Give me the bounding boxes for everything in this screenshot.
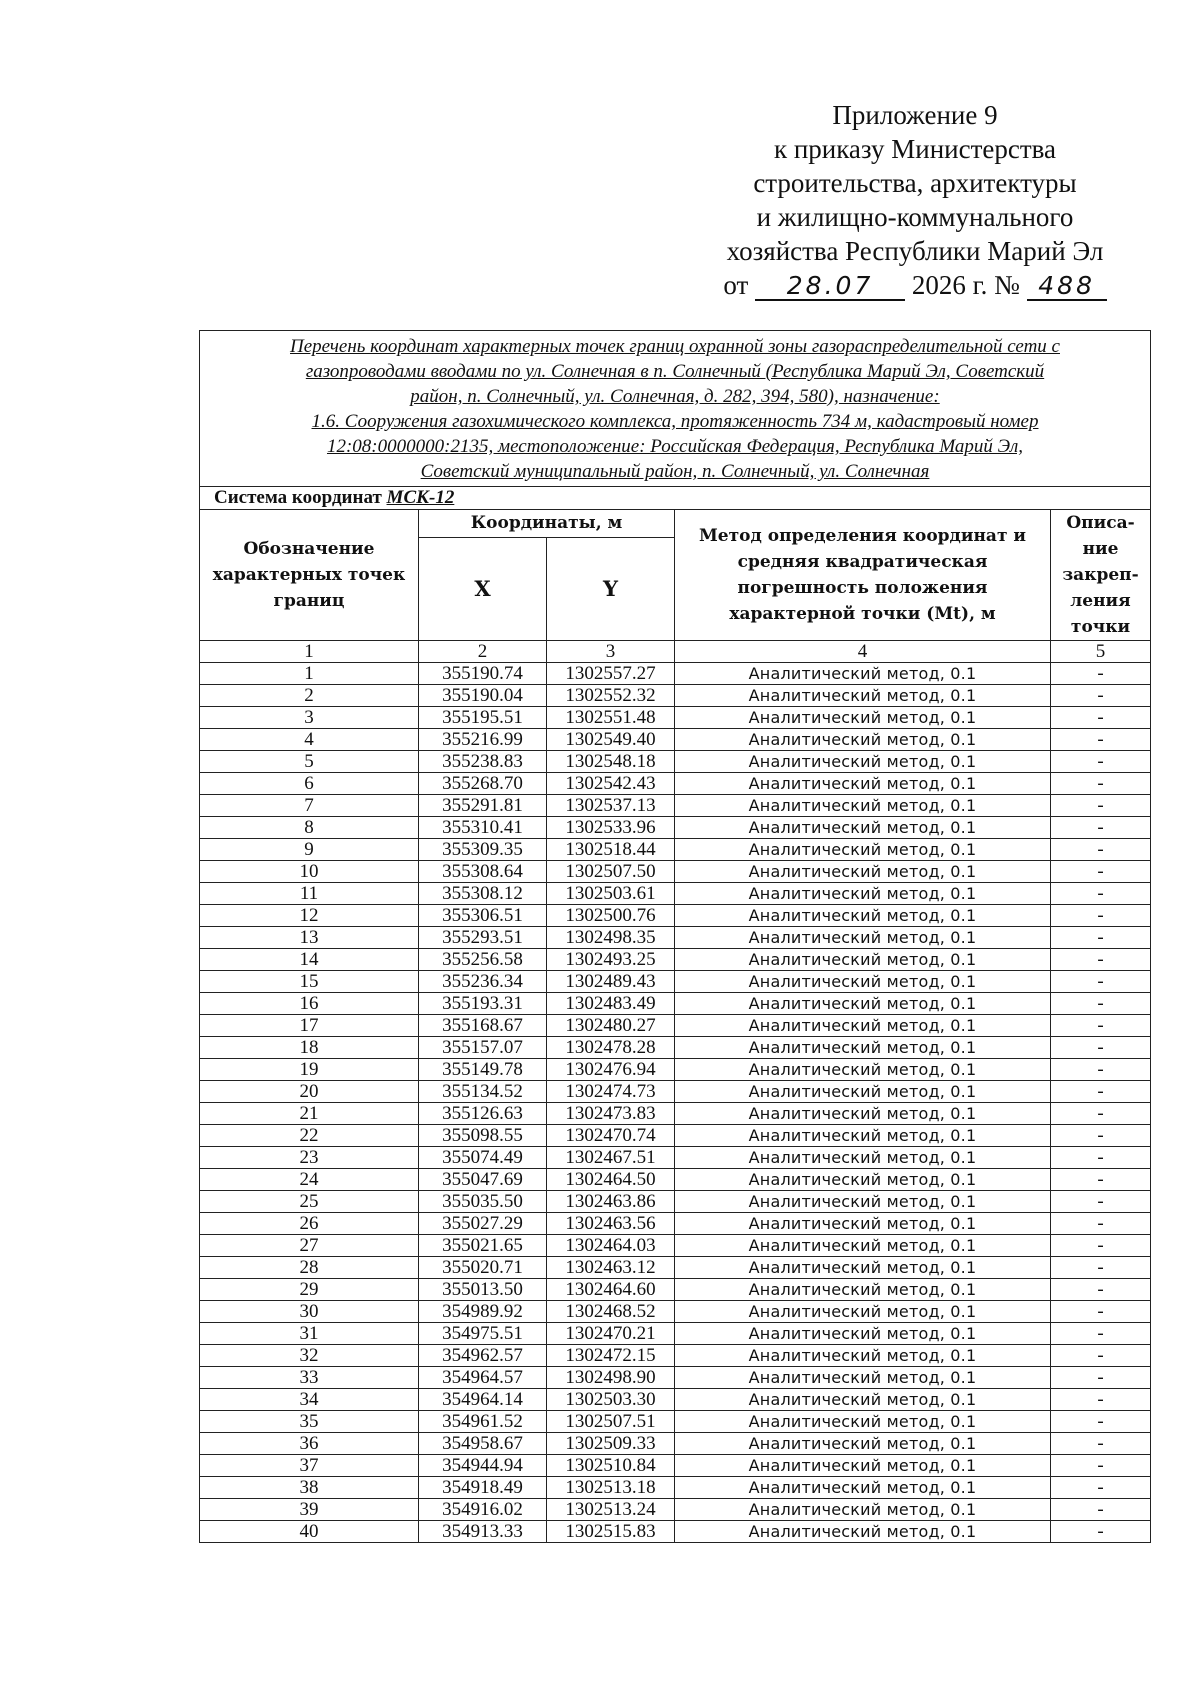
point-id-cell: 9 (200, 839, 419, 861)
description-cell: - (1051, 795, 1151, 817)
table-row (200, 751, 1151, 773)
y-coordinate-cell: 1302515.83 (547, 1521, 675, 1543)
y-coordinate-cell: 1302463.86 (547, 1191, 675, 1213)
y-coordinate-cell: 1302483.49 (547, 993, 675, 1015)
header-row-top (200, 510, 1151, 538)
description-cell: - (1051, 1081, 1151, 1103)
description-cell: - (1051, 1345, 1151, 1367)
x-coordinate-cell: 355238.83 (419, 751, 547, 773)
y-coordinate-cell: 1302537.13 (547, 795, 675, 817)
method-cell: Аналитический метод, 0.1 (675, 1389, 1051, 1411)
method-cell: Аналитический метод, 0.1 (675, 949, 1051, 971)
table-row (200, 1081, 1151, 1103)
y-coordinate-cell: 1302464.50 (547, 1169, 675, 1191)
header-point: Обозначение характерных точек границ (200, 510, 419, 641)
table-row (200, 1301, 1151, 1323)
description-cell: - (1051, 817, 1151, 839)
x-coordinate-cell: 355236.34 (419, 971, 547, 993)
table-row (200, 1323, 1151, 1345)
table-title-line: район, п. Солнечный, ул. Солнечная, д. 282, 394, 580), назначение: (410, 386, 940, 407)
method-cell: Аналитический метод, 0.1 (675, 1059, 1051, 1081)
description-cell: - (1051, 971, 1151, 993)
y-coordinate-cell: 1302474.73 (547, 1081, 675, 1103)
x-coordinate-cell: 355268.70 (419, 773, 547, 795)
y-coordinate-cell: 1302493.25 (547, 949, 675, 971)
point-id-cell: 24 (200, 1169, 419, 1191)
y-coordinate-cell: 1302470.74 (547, 1125, 675, 1147)
description-cell: - (1051, 1367, 1151, 1389)
description-cell: - (1051, 1389, 1151, 1411)
y-coordinate-cell: 1302478.28 (547, 1037, 675, 1059)
point-id-cell: 6 (200, 773, 419, 795)
description-cell: - (1051, 1213, 1151, 1235)
y-coordinate-cell: 1302476.94 (547, 1059, 675, 1081)
description-cell: - (1051, 729, 1151, 751)
method-cell: Аналитический метод, 0.1 (675, 883, 1051, 905)
x-coordinate-cell: 355157.07 (419, 1037, 547, 1059)
appendix-title: Приложение 9 (832, 100, 998, 130)
method-cell: Аналитический метод, 0.1 (675, 839, 1051, 861)
table-row (200, 905, 1151, 927)
y-coordinate-cell: 1302464.03 (547, 1235, 675, 1257)
x-coordinate-cell: 355256.58 (419, 949, 547, 971)
description-cell: - (1051, 1059, 1151, 1081)
method-cell: Аналитический метод, 0.1 (675, 1279, 1051, 1301)
point-id-cell: 38 (200, 1477, 419, 1499)
x-coordinate-cell: 355193.31 (419, 993, 547, 1015)
y-coordinate-cell: 1302472.15 (547, 1345, 675, 1367)
description-cell: - (1051, 1257, 1151, 1279)
y-coordinate-cell: 1302510.84 (547, 1455, 675, 1477)
x-coordinate-cell: 355168.67 (419, 1015, 547, 1037)
point-id-cell: 21 (200, 1103, 419, 1125)
x-coordinate-cell: 354961.52 (419, 1411, 547, 1433)
header-coordinates: Координаты, м (419, 510, 675, 538)
table-row (200, 1235, 1151, 1257)
method-cell: Аналитический метод, 0.1 (675, 1367, 1051, 1389)
coordinate-system-value: МСК-12 (386, 487, 455, 508)
table-row (200, 993, 1151, 1015)
table-title-line: газопроводами вводами по ул. Солнечная в п. Солнечный (Республика Марий Эл, Советский (305, 361, 1045, 382)
method-cell: Аналитический метод, 0.1 (675, 1213, 1051, 1235)
coordinate-system-row (200, 487, 1151, 510)
point-id-cell: 23 (200, 1147, 419, 1169)
method-cell: Аналитический метод, 0.1 (675, 1477, 1051, 1499)
description-cell: - (1051, 927, 1151, 949)
appendix-line-5: хозяйства Республики Марий Эл (726, 236, 1104, 266)
method-cell: Аналитический метод, 0.1 (675, 1147, 1051, 1169)
y-coordinate-cell: 1302498.35 (547, 927, 675, 949)
x-coordinate-cell: 355190.74 (419, 663, 547, 685)
table-row (200, 729, 1151, 751)
table-row (200, 773, 1151, 795)
description-cell: - (1051, 1103, 1151, 1125)
x-coordinate-cell: 355306.51 (419, 905, 547, 927)
y-coordinate-cell: 1302489.43 (547, 971, 675, 993)
table-row (200, 1037, 1151, 1059)
method-cell: Аналитический метод, 0.1 (675, 971, 1051, 993)
x-coordinate-cell: 355310.41 (419, 817, 547, 839)
point-id-cell: 30 (200, 1301, 419, 1323)
y-coordinate-cell: 1302507.51 (547, 1411, 675, 1433)
x-coordinate-cell: 354975.51 (419, 1323, 547, 1345)
table-row (200, 663, 1151, 685)
description-cell: - (1051, 949, 1151, 971)
method-cell: Аналитический метод, 0.1 (675, 1257, 1051, 1279)
table-row (200, 883, 1151, 905)
description-cell: - (1051, 1499, 1151, 1521)
y-coordinate-cell: 1302463.12 (547, 1257, 675, 1279)
table-title-line: Перечень координат характерных точек границ охранной зоны газораспределительной сети с (290, 336, 1060, 357)
table-row (200, 861, 1151, 883)
table-row (200, 685, 1151, 707)
x-coordinate-cell: 355027.29 (419, 1213, 547, 1235)
y-coordinate-cell: 1302518.44 (547, 839, 675, 861)
point-id-cell: 33 (200, 1367, 419, 1389)
x-coordinate-cell: 355020.71 (419, 1257, 547, 1279)
coordinates-table-body (200, 331, 1151, 1543)
y-coordinate-cell: 1302473.83 (547, 1103, 675, 1125)
point-id-cell: 18 (200, 1037, 419, 1059)
x-coordinate-cell: 355013.50 (419, 1279, 547, 1301)
description-cell: - (1051, 993, 1151, 1015)
method-cell: Аналитический метод, 0.1 (675, 1169, 1051, 1191)
point-id-cell: 16 (200, 993, 419, 1015)
point-id-cell: 25 (200, 1191, 419, 1213)
point-id-cell: 11 (200, 883, 419, 905)
method-cell: Аналитический метод, 0.1 (675, 751, 1051, 773)
column-number: 2 (419, 641, 547, 663)
table-row (200, 1257, 1151, 1279)
order-from-label: от (723, 270, 749, 300)
method-cell: Аналитический метод, 0.1 (675, 663, 1051, 685)
point-id-cell: 29 (200, 1279, 419, 1301)
y-coordinate-cell: 1302551.48 (547, 707, 675, 729)
table-row (200, 1499, 1151, 1521)
table-row (200, 1389, 1151, 1411)
x-coordinate-cell: 355126.63 (419, 1103, 547, 1125)
table-row (200, 1433, 1151, 1455)
table-row (200, 927, 1151, 949)
description-cell: - (1051, 707, 1151, 729)
method-cell: Аналитический метод, 0.1 (675, 707, 1051, 729)
point-id-cell: 17 (200, 1015, 419, 1037)
x-coordinate-cell: 354964.57 (419, 1367, 547, 1389)
point-id-cell: 7 (200, 795, 419, 817)
point-id-cell: 13 (200, 927, 419, 949)
y-coordinate-cell: 1302533.96 (547, 817, 675, 839)
description-cell: - (1051, 685, 1151, 707)
y-coordinate-cell: 1302513.24 (547, 1499, 675, 1521)
x-coordinate-cell: 355309.35 (419, 839, 547, 861)
description-cell: - (1051, 1191, 1151, 1213)
x-coordinate-cell: 354958.67 (419, 1433, 547, 1455)
point-id-cell: 15 (200, 971, 419, 993)
table-row (200, 1411, 1151, 1433)
method-cell: Аналитический метод, 0.1 (675, 1301, 1051, 1323)
y-coordinate-cell: 1302507.50 (547, 861, 675, 883)
point-id-cell: 26 (200, 1213, 419, 1235)
table-row (200, 1279, 1151, 1301)
y-coordinate-cell: 1302463.56 (547, 1213, 675, 1235)
y-coordinate-cell: 1302548.18 (547, 751, 675, 773)
x-coordinate-cell: 355308.64 (419, 861, 547, 883)
point-id-cell: 8 (200, 817, 419, 839)
column-number: 5 (1051, 641, 1151, 663)
description-cell: - (1051, 839, 1151, 861)
y-coordinate-cell: 1302470.21 (547, 1323, 675, 1345)
table-title-row (200, 331, 1151, 487)
x-coordinate-cell: 355216.99 (419, 729, 547, 751)
point-id-cell: 1 (200, 663, 419, 685)
order-year-label: 2026 г. № (911, 270, 1020, 300)
method-cell: Аналитический метод, 0.1 (675, 927, 1051, 949)
y-coordinate-cell: 1302542.43 (547, 773, 675, 795)
y-coordinate-cell: 1302480.27 (547, 1015, 675, 1037)
table-row (200, 971, 1151, 993)
y-coordinate-cell: 1302503.61 (547, 883, 675, 905)
x-coordinate-cell: 355047.69 (419, 1169, 547, 1191)
point-id-cell: 35 (200, 1411, 419, 1433)
description-cell: - (1051, 1235, 1151, 1257)
description-cell: - (1051, 883, 1151, 905)
description-cell: - (1051, 1015, 1151, 1037)
y-coordinate-cell: 1302509.33 (547, 1433, 675, 1455)
x-coordinate-cell: 355074.49 (419, 1147, 547, 1169)
table-row (200, 1147, 1151, 1169)
method-cell: Аналитический метод, 0.1 (675, 773, 1051, 795)
x-coordinate-cell: 354944.94 (419, 1455, 547, 1477)
description-cell: - (1051, 861, 1151, 883)
table-title-line: Советский муниципальный район, п. Солнечный, ул. Солнечная (420, 461, 930, 482)
point-id-cell: 3 (200, 707, 419, 729)
table-row (200, 839, 1151, 861)
table-row (200, 1521, 1151, 1543)
table-row (200, 1477, 1151, 1499)
x-coordinate-cell: 354918.49 (419, 1477, 547, 1499)
handwritten-order-number: 488 (1027, 273, 1107, 301)
y-coordinate-cell: 1302468.52 (547, 1301, 675, 1323)
point-id-cell: 20 (200, 1081, 419, 1103)
point-id-cell: 2 (200, 685, 419, 707)
table-row (200, 1455, 1151, 1477)
method-cell: Аналитический метод, 0.1 (675, 817, 1051, 839)
table-row (200, 795, 1151, 817)
order-date-line (680, 268, 1150, 302)
method-cell: Аналитический метод, 0.1 (675, 1125, 1051, 1147)
table-title-line: 12:08:0000000:2135, местоположение: Российская Федерация, Республика Марий Эл, (326, 436, 1024, 457)
x-coordinate-cell: 354989.92 (419, 1301, 547, 1323)
point-id-cell: 36 (200, 1433, 419, 1455)
table-row (200, 1169, 1151, 1191)
table-row (200, 949, 1151, 971)
point-id-cell: 22 (200, 1125, 419, 1147)
y-coordinate-cell: 1302503.30 (547, 1389, 675, 1411)
x-coordinate-cell: 355190.04 (419, 685, 547, 707)
method-cell: Аналитический метод, 0.1 (675, 905, 1051, 927)
y-coordinate-cell: 1302498.90 (547, 1367, 675, 1389)
x-coordinate-cell: 355291.81 (419, 795, 547, 817)
header-method: Метод определения координат и средняя квадратическая погрешность положения характерной точки (Mt), м (675, 510, 1051, 641)
method-cell: Аналитический метод, 0.1 (675, 1521, 1051, 1543)
description-cell: - (1051, 663, 1151, 685)
table-title (200, 331, 1151, 487)
description-cell: - (1051, 1147, 1151, 1169)
x-coordinate-cell: 354916.02 (419, 1499, 547, 1521)
method-cell: Аналитический метод, 0.1 (675, 795, 1051, 817)
point-id-cell: 12 (200, 905, 419, 927)
method-cell: Аналитический метод, 0.1 (675, 1455, 1051, 1477)
handwritten-date: 28.07 (755, 273, 905, 301)
point-id-cell: 4 (200, 729, 419, 751)
appendix-line-2: к приказу Министерства (773, 134, 1057, 164)
y-coordinate-cell: 1302500.76 (547, 905, 675, 927)
point-id-cell: 31 (200, 1323, 419, 1345)
column-number: 1 (200, 641, 419, 663)
x-coordinate-cell: 355308.12 (419, 883, 547, 905)
table-row (200, 1367, 1151, 1389)
description-cell: - (1051, 1125, 1151, 1147)
method-cell: Аналитический метод, 0.1 (675, 993, 1051, 1015)
coordinate-system-label: Система координат (214, 487, 382, 508)
table-row (200, 1213, 1151, 1235)
description-cell: - (1051, 773, 1151, 795)
method-cell: Аналитический метод, 0.1 (675, 1103, 1051, 1125)
point-id-cell: 34 (200, 1389, 419, 1411)
table-row (200, 707, 1151, 729)
description-cell: - (1051, 1037, 1151, 1059)
point-id-cell: 19 (200, 1059, 419, 1081)
method-cell: Аналитический метод, 0.1 (675, 1191, 1051, 1213)
method-cell: Аналитический метод, 0.1 (675, 729, 1051, 751)
x-coordinate-cell: 354913.33 (419, 1521, 547, 1543)
method-cell: Аналитический метод, 0.1 (675, 1433, 1051, 1455)
table-row (200, 1191, 1151, 1213)
method-cell: Аналитический метод, 0.1 (675, 861, 1051, 883)
header-x: X (419, 537, 547, 640)
x-coordinate-cell: 355195.51 (419, 707, 547, 729)
x-coordinate-cell: 355134.52 (419, 1081, 547, 1103)
table-row (200, 1059, 1151, 1081)
x-coordinate-cell: 355149.78 (419, 1059, 547, 1081)
table-row (200, 1125, 1151, 1147)
point-id-cell: 37 (200, 1455, 419, 1477)
x-coordinate-cell: 354964.14 (419, 1389, 547, 1411)
description-cell: - (1051, 1521, 1151, 1543)
method-cell: Аналитический метод, 0.1 (675, 685, 1051, 707)
description-cell: - (1051, 1411, 1151, 1433)
description-cell: - (1051, 1477, 1151, 1499)
header-y: Y (547, 537, 675, 640)
table-row (200, 817, 1151, 839)
method-cell: Аналитический метод, 0.1 (675, 1323, 1051, 1345)
column-numbers-row (200, 641, 1151, 663)
y-coordinate-cell: 1302464.60 (547, 1279, 675, 1301)
point-id-cell: 40 (200, 1521, 419, 1543)
column-number: 4 (675, 641, 1051, 663)
point-id-cell: 14 (200, 949, 419, 971)
description-cell: - (1051, 1279, 1151, 1301)
x-coordinate-cell: 355293.51 (419, 927, 547, 949)
y-coordinate-cell: 1302557.27 (547, 663, 675, 685)
point-id-cell: 28 (200, 1257, 419, 1279)
header-description: Описа-ние закреп-ления точки (1051, 510, 1151, 641)
method-cell: Аналитический метод, 0.1 (675, 1081, 1051, 1103)
method-cell: Аналитический метод, 0.1 (675, 1235, 1051, 1257)
description-cell: - (1051, 1301, 1151, 1323)
point-id-cell: 5 (200, 751, 419, 773)
table-title-line: 1.6. Сооружения газохимического комплекса, протяженность 734 м, кадастровый номер (311, 411, 1039, 432)
description-cell: - (1051, 751, 1151, 773)
y-coordinate-cell: 1302552.32 (547, 685, 675, 707)
method-cell: Аналитический метод, 0.1 (675, 1015, 1051, 1037)
description-cell: - (1051, 1169, 1151, 1191)
y-coordinate-cell: 1302549.40 (547, 729, 675, 751)
description-cell: - (1051, 905, 1151, 927)
y-coordinate-cell: 1302467.51 (547, 1147, 675, 1169)
point-id-cell: 10 (200, 861, 419, 883)
x-coordinate-cell: 355098.55 (419, 1125, 547, 1147)
coordinates-table (199, 330, 1151, 1543)
y-coordinate-cell: 1302513.18 (547, 1477, 675, 1499)
appendix-header (680, 98, 1150, 302)
method-cell: Аналитический метод, 0.1 (675, 1345, 1051, 1367)
point-id-cell: 27 (200, 1235, 419, 1257)
x-coordinate-cell: 355035.50 (419, 1191, 547, 1213)
column-number: 3 (547, 641, 675, 663)
table-row (200, 1015, 1151, 1037)
method-cell: Аналитический метод, 0.1 (675, 1037, 1051, 1059)
point-id-cell: 39 (200, 1499, 419, 1521)
description-cell: - (1051, 1323, 1151, 1345)
appendix-line-4: и жилищно-коммунального (756, 202, 1074, 232)
description-cell: - (1051, 1433, 1151, 1455)
x-coordinate-cell: 354962.57 (419, 1345, 547, 1367)
description-cell: - (1051, 1455, 1151, 1477)
appendix-line-3: строительства, архитектуры (753, 168, 1077, 198)
method-cell: Аналитический метод, 0.1 (675, 1499, 1051, 1521)
point-id-cell: 32 (200, 1345, 419, 1367)
table-row (200, 1103, 1151, 1125)
table-row (200, 1345, 1151, 1367)
coordinate-system (200, 487, 1151, 510)
method-cell: Аналитический метод, 0.1 (675, 1411, 1051, 1433)
x-coordinate-cell: 355021.65 (419, 1235, 547, 1257)
